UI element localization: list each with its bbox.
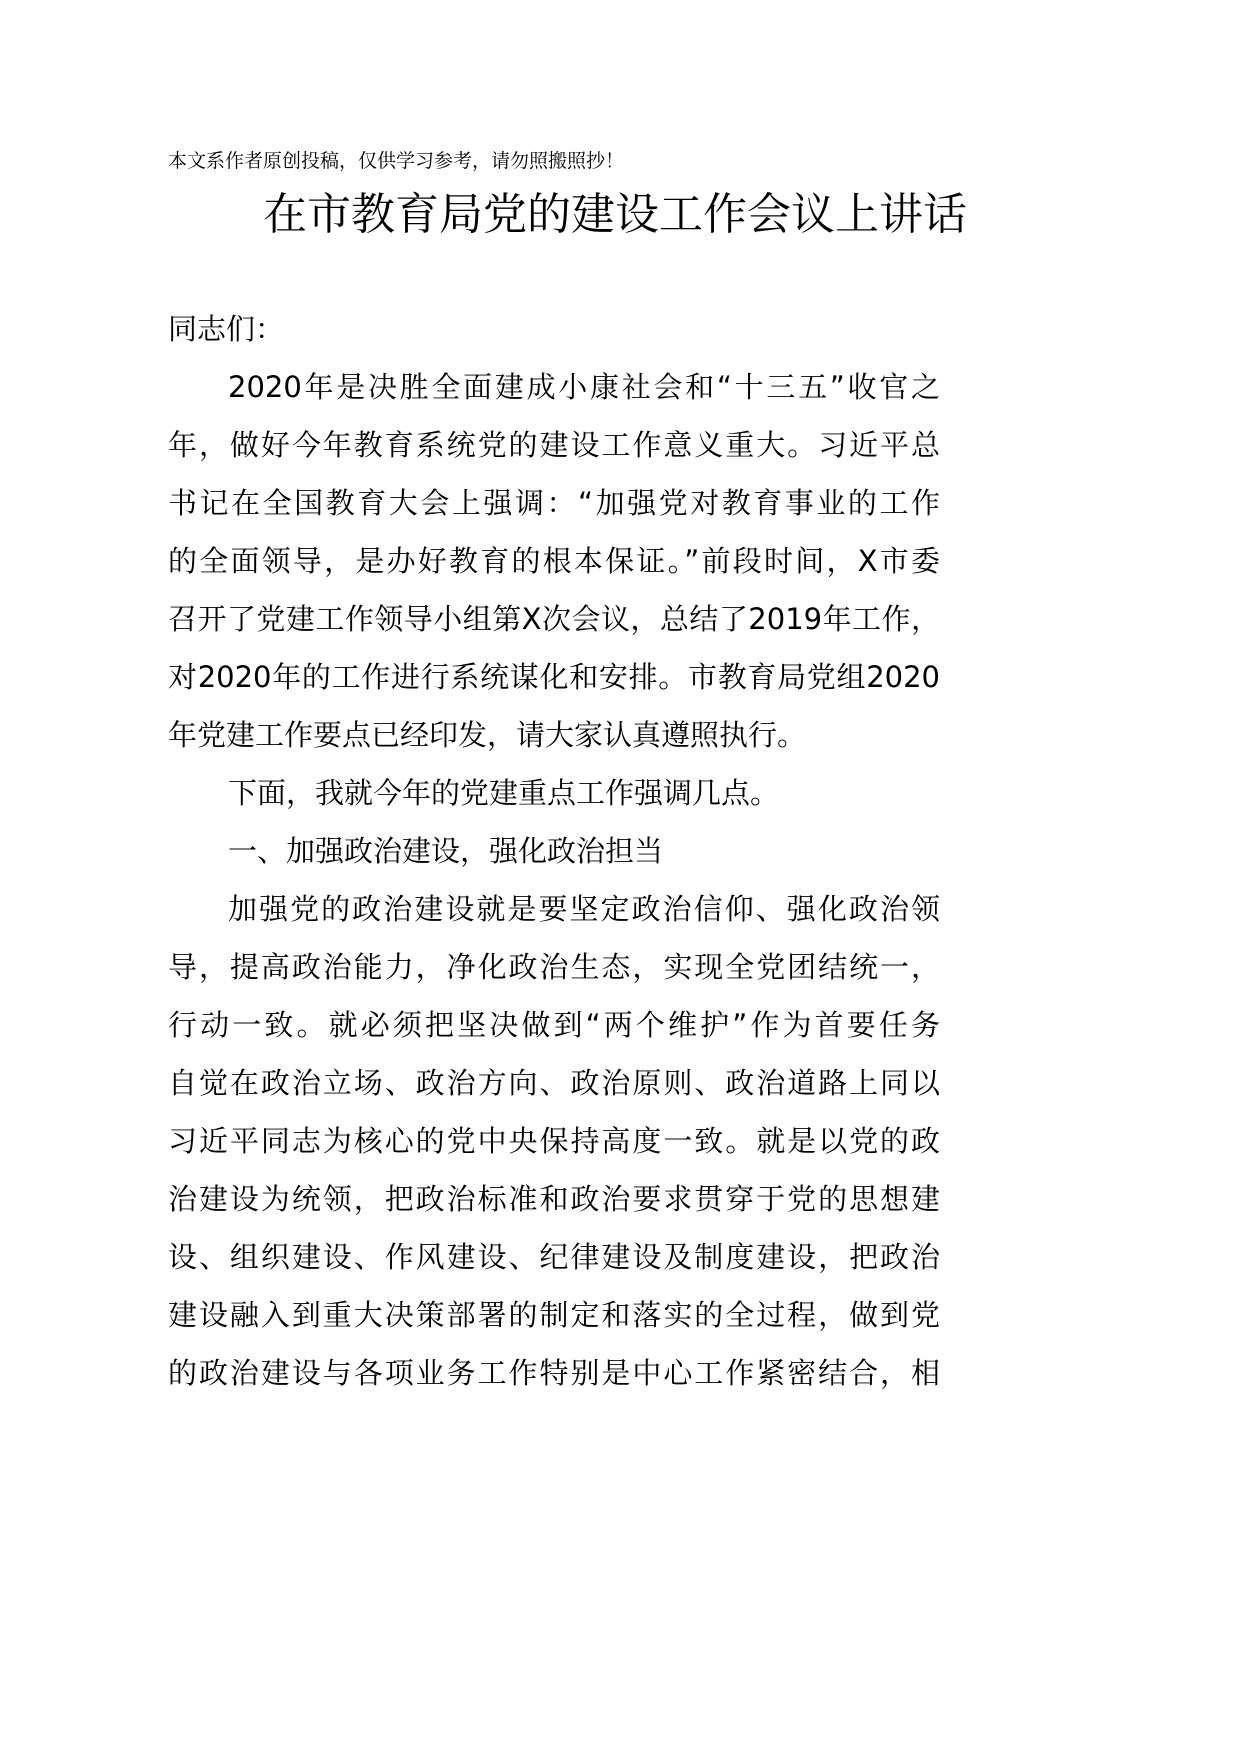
text-line: 2020年是决胜全面建成小康社会和“十三五”收官之 [228, 370, 940, 404]
text-line: 书记在全国教育大会上强调：“加强党对教育事业的工作 [168, 486, 940, 520]
text-line: 习近平同志为核心的党中央保持高度一致。就是以党的政 [168, 1124, 940, 1158]
text-line: 对2020年的工作进行系统谋化和安排。市教育局党组2020 [168, 660, 940, 694]
text-line: 建设融入到重大决策部署的制定和落实的全过程，做到党 [168, 1298, 940, 1332]
text-line: 年党建工作要点已经印发，请大家认真遵照执行。 [168, 718, 807, 752]
text-line: 加强党的政治建设就是要坚定政治信仰、强化政治领 [228, 892, 940, 926]
text-line: 行动一致。就必须把坚决做到“两个维护”作为首要任务 [168, 1008, 940, 1042]
document-body [168, 300, 940, 1402]
text-line: 自觉在政治立场、政治方向、政治原则、政治道路上同以 [168, 1066, 940, 1100]
document-title-text: 在市教育局党的建设工作会议上讲话 [263, 189, 967, 240]
text-line: 设、组织建设、作风建设、纪律建设及制度建设，把政治 [168, 1240, 940, 1274]
text-line: 同志们： [168, 312, 285, 346]
text-line: 召开了党建工作领导小组第X次会议，总结了2019年工作， [168, 602, 940, 636]
text-line: 年，做好今年教育系统党的建设工作意义重大。习近平总 [168, 428, 940, 462]
text-line: 的全面领导，是办好教育的根本保证。”前段时间，X市委 [168, 544, 940, 578]
text-line: 的政治建设与各项业务工作特别是中心工作紧密结合，相 [168, 1356, 940, 1390]
document-title [0, 178, 1240, 242]
text-line: 导，提高政治能力，净化政治生态，实现全党团结统一， [168, 950, 940, 984]
copyright-notice: 本文系作者原创投稿，仅供学习参考，请勿照搬照抄！ [168, 150, 625, 172]
text-line: 治建设为统领，把政治标准和政治要求贯穿于党的思想建 [168, 1182, 940, 1216]
text-line: 下面，我就今年的党建重点工作强调几点。 [228, 776, 780, 810]
text-line: 一、加强政治建设，强化政治担当 [228, 834, 664, 868]
